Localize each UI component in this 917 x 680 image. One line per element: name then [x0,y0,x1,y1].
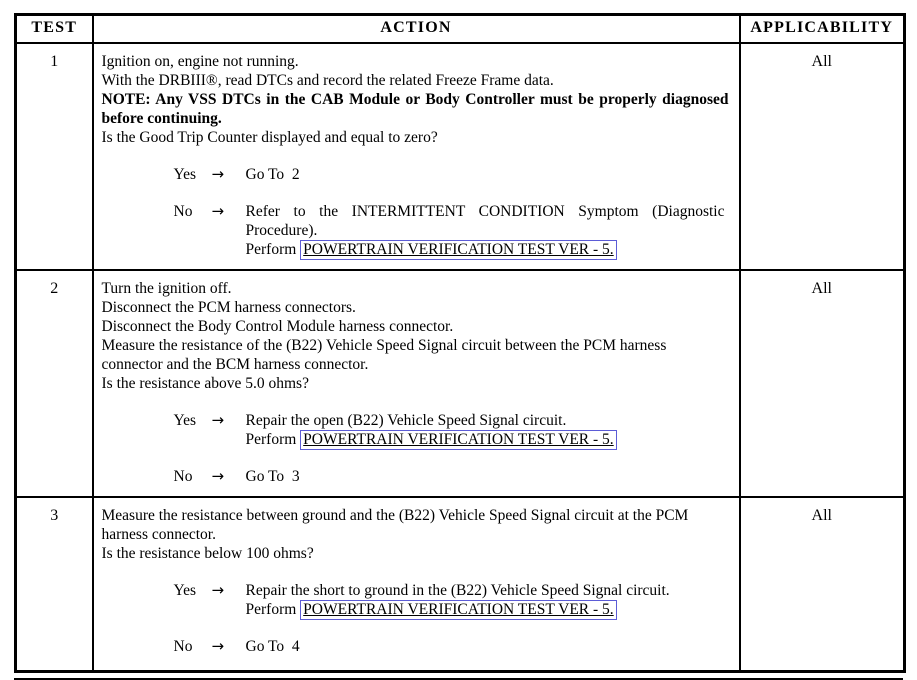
test-number: 2 [50,280,59,297]
action-cell [93,43,740,270]
branch-content [246,202,729,259]
perform-prefix: Perform [245,601,301,618]
branch-content [246,637,729,656]
branch-yes [102,581,729,619]
ver-test-link[interactable]: POWERTRAIN VERIFICATION TEST VER - 5. [300,430,617,450]
branch-no [102,637,729,656]
bottom-rule [14,678,903,680]
perform-prefix: Perform [245,431,301,448]
perform-line [246,430,725,449]
note-paragraph: NOTE: Any VSS DTCs in the CAB Module or Body Controller must be properly diagnosed before continuing. [101,91,733,127]
applicability-value: All [811,53,832,70]
applicability-cell [740,270,905,497]
branch-result-text: Go To 2 [245,166,300,183]
test-number-cell [16,497,93,671]
arrow-right-icon: → [211,411,225,429]
branch-yes [102,411,729,449]
action-paragraph: With the DRBIII®, read DTCs and record the related Freeze Frame data. [101,72,554,89]
branch-no [102,202,729,259]
branch-no [102,467,729,486]
action-paragraph: Disconnect the PCM harness connectors. [101,299,356,316]
action-paragraph: Ignition on, engine not running. [101,53,299,70]
branch-result-text: Refer to the INTERMITTENT CONDITION Symptom (Diagnostic Procedure). [245,203,729,239]
header-applicability: APPLICABILITY [740,15,905,44]
branch-result-text: Go To 4 [245,638,300,655]
applicability-value: All [811,280,832,297]
action-cell [93,270,740,497]
test-number: 3 [50,507,59,524]
branch-yes [102,165,729,184]
action-paragraph: Is the Good Trip Counter displayed and equal to zero? [101,129,438,146]
header-test: TEST [16,15,93,44]
test-number-cell [16,270,93,497]
branch-result-text: Repair the open (B22) Vehicle Speed Signal circuit. [245,412,567,429]
test-number-cell [16,43,93,270]
action-paragraph: Is the resistance above 5.0 ohms? [101,375,309,392]
header-row [16,15,905,44]
action-paragraph: Turn the ignition off. [101,280,232,297]
ver-test-link[interactable]: POWERTRAIN VERIFICATION TEST VER - 5. [300,600,617,620]
arrow-right-icon: → [211,165,225,183]
branch-label: Yes [173,166,197,183]
branch-result-text: Go To 3 [245,468,300,485]
action-paragraph: Disconnect the Body Control Module harness connector. [101,318,454,335]
arrow-right-icon: → [211,202,225,220]
ver-test-link[interactable]: POWERTRAIN VERIFICATION TEST VER - 5. [300,240,617,260]
branch-label: No [173,638,193,655]
applicability-cell [740,43,905,270]
test-number: 1 [50,53,59,70]
action-cell [93,497,740,671]
branch-label: No [173,203,193,220]
applicability-value: All [811,507,832,524]
test-row [16,270,905,497]
test-row [16,43,905,270]
test-row [16,497,905,671]
arrow-right-icon: → [211,467,225,485]
applicability-cell [740,497,905,671]
perform-prefix: Perform [245,241,301,258]
header-action: ACTION [93,15,740,44]
table-body [16,43,905,671]
arrow-right-icon: → [211,637,225,655]
branch-label: Yes [173,582,197,599]
action-paragraph: Measure the resistance between ground and the (B22) Vehicle Speed Signal circuit at the PCM harness connector. [101,507,693,543]
action-paragraph: Is the resistance below 100 ohms? [101,545,314,562]
action-paragraph: Measure the resistance of the (B22) Vehicle Speed Signal circuit between the PCM harness connector and the BCM harness connector. [101,337,671,373]
arrow-right-icon: → [211,581,225,599]
branch-content [246,165,729,184]
perform-line [246,600,725,619]
branch-label: Yes [173,412,197,429]
branch-content [246,467,729,486]
branch-content [246,411,729,449]
branch-content [246,581,729,619]
branch-result-text: Repair the short to ground in the (B22) Vehicle Speed Signal circuit. [245,582,670,599]
diagnostic-test-table [14,13,906,673]
branch-label: No [173,468,193,485]
table-header [16,15,905,44]
perform-line [246,240,725,259]
